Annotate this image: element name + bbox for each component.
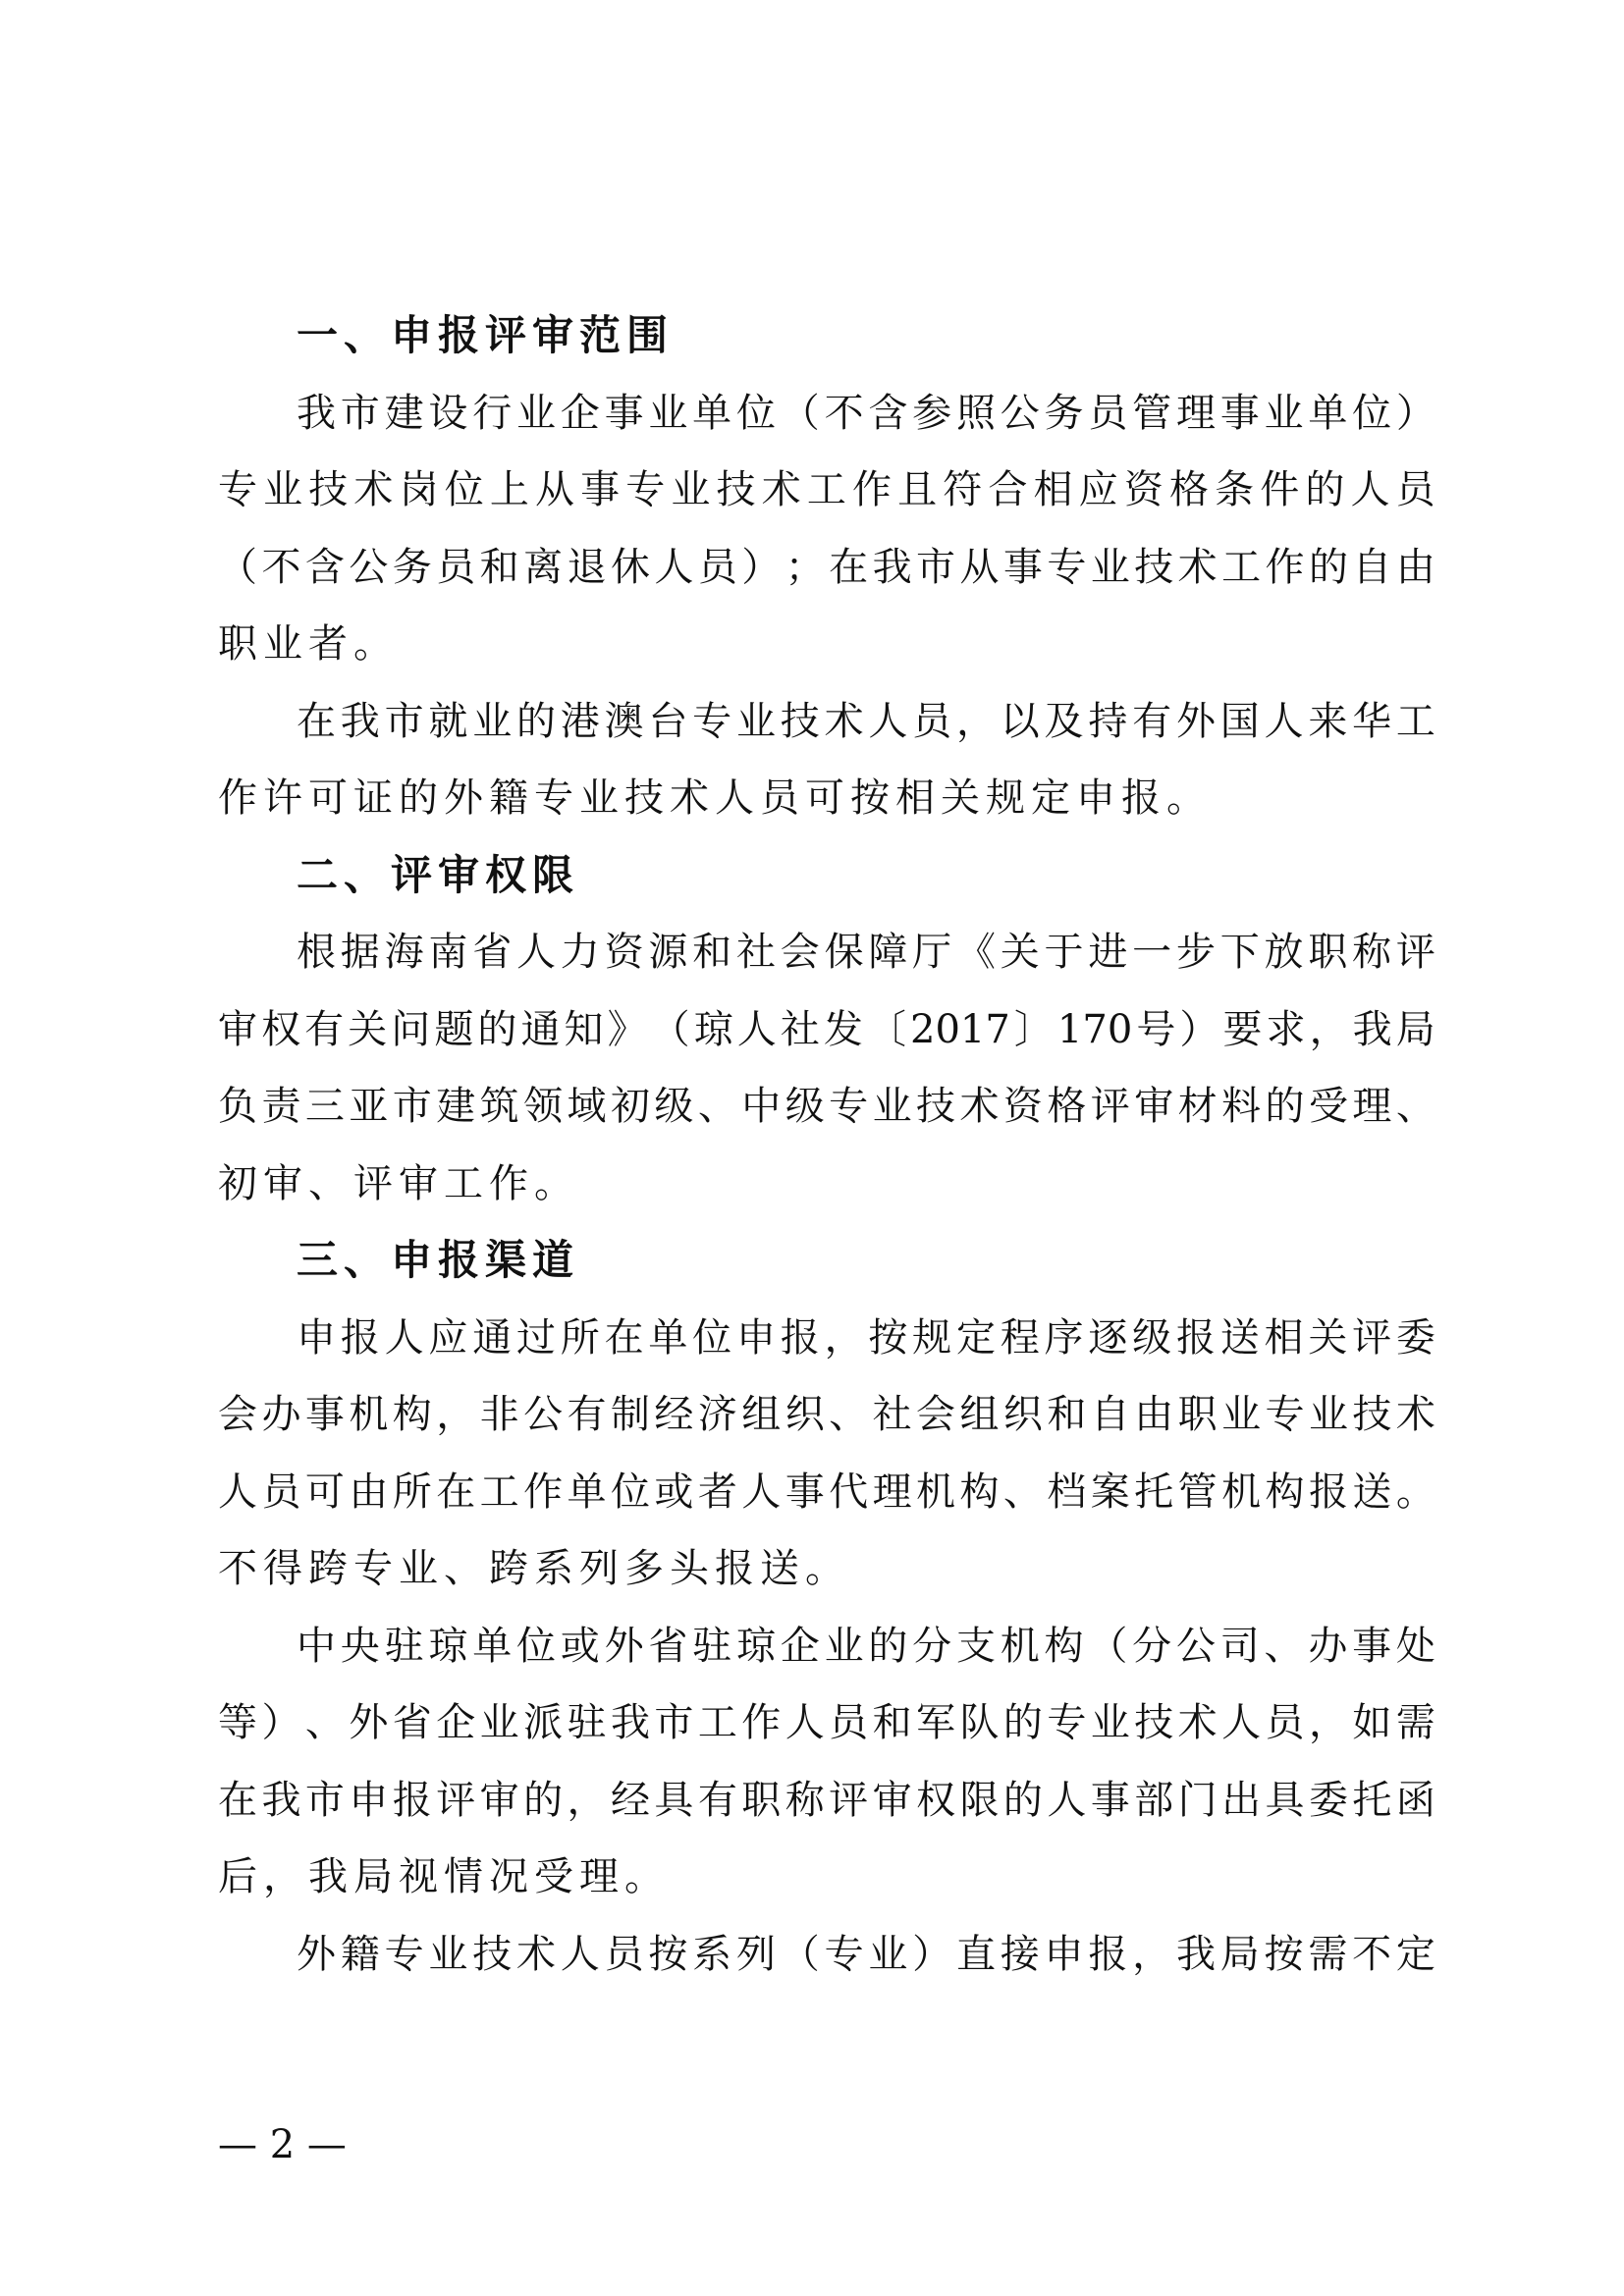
paragraph-line: 人 员 可 由 所 在 工 作 单 位 或 者 人 事 代 理 机 构 、 档 案 托 管 机 构 报 送 。	[218, 1469, 1435, 1515]
paragraph-line: 审 权 有 关 问 题 的 通 知 》 （ 琼 人 社 发 〔 2017 〕 170 号 ） 要 求 ， 我 局	[218, 1007, 1435, 1052]
paragraph-line: 我 市 建 设 行 业 企 事 业 单 位 （ 不 含 参 照 公 务 员 管 理 事 业 单 位 ）	[297, 391, 1435, 436]
paragraph-line: 负 责 三 亚 市 建 筑 领 域 初 级 、 中 级 专 业 技 术 资 格 评 审 材 料 的 受 理 、	[218, 1084, 1435, 1129]
paragraph-line: 专 业 技 术 岗 位 上 从 事 专 业 技 术 工 作 且 符 合 相 应 资 格 条 件 的 人 员	[218, 467, 1435, 512]
paragraph-line: 申 报 人 应 通 过 所 在 单 位 申 报 ， 按 规 定 程 序 逐 级 报 送 相 关 评 委	[297, 1315, 1435, 1361]
page-number: — 2 —	[218, 2122, 347, 2167]
paragraph-line: 根 据 海 南 省 人 力 资 源 和 社 会 保 障 厅 《 关 于 进 一 步 下 放 职 称 评	[297, 930, 1435, 975]
paragraph-line: 后，我局视情况受理。	[218, 1854, 670, 1899]
paragraph-line: 在 我 市 就 业 的 港 澳 台 专 业 技 术 人 员 ， 以 及 持 有 外 国 人 来 华 工	[297, 699, 1435, 744]
paragraph-line: 职业者。	[218, 621, 399, 667]
section-heading: 一、申报评审范围	[297, 312, 675, 359]
paragraph-line: 作许可证的外籍专业技术人员可按相关规定申报。	[218, 775, 1212, 821]
paragraph-line: 等 ） 、 外 省 企 业 派 驻 我 市 工 作 人 员 和 军 队 的 专 业 技 术 人 员 ， 如 需	[218, 1700, 1435, 1745]
paragraph-line: 外 籍 专 业 技 术 人 员 按 系 列 （ 专 业 ） 直 接 申 报 ， 我 局 按 需 不 定	[297, 1932, 1435, 1977]
section-heading: 二、评审权限	[297, 852, 580, 899]
paragraph-line: （ 不 含 公 务 员 和 离 退 休 人 员 ） ； 在 我 市 从 事 专 业 技 术 工 作 的 自 由	[218, 545, 1435, 590]
paragraph-line: 不得跨专业、跨系列多头报送。	[218, 1546, 850, 1591]
paragraph-line: 初审、评审工作。	[218, 1161, 579, 1206]
paragraph-line: 中 央 驻 琼 单 位 或 外 省 驻 琼 企 业 的 分 支 机 构 （ 分 公 司 、 办 事 处	[297, 1624, 1435, 1669]
paragraph-line: 在 我 市 申 报 评 审 的 ， 经 具 有 职 称 评 审 权 限 的 人 事 部 门 出 具 委 托 函	[218, 1778, 1435, 1823]
section-heading: 三、申报渠道	[297, 1237, 580, 1284]
paragraph-line: 会 办 事 机 构 ， 非 公 有 制 经 济 组 织 、 社 会 组 织 和 自 由 职 业 专 业 技 术	[218, 1392, 1435, 1437]
